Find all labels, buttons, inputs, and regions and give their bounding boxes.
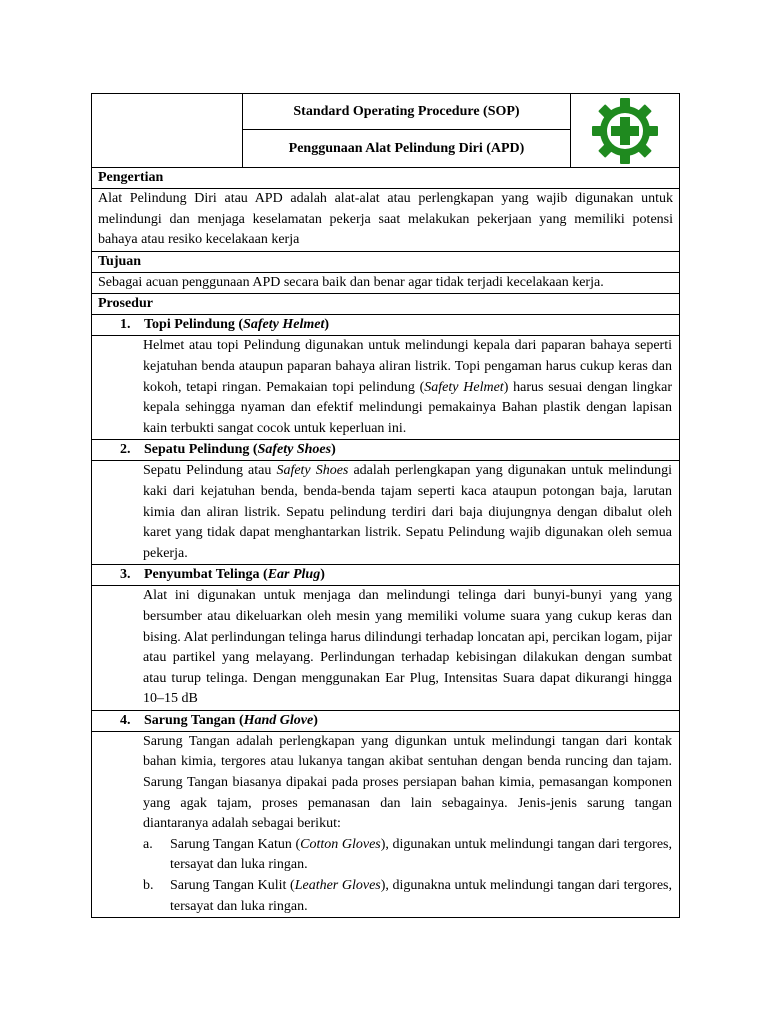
- list-item-italic: Cotton Gloves: [300, 836, 381, 852]
- pengertian-heading-row: [92, 168, 680, 189]
- procedure-item-1-title: [92, 315, 680, 336]
- item-title-text: Sarung Tangan (: [144, 712, 244, 728]
- item-body-text: Alat ini digunakan untuk menjaga dan melindungi telinga dari bunyi-bunyi yang yang bersumber atau dikeluarkan oleh mesin yang memiliki volume suara yang cukup keras dan bising. Alat perlindungan telinga harus dilindungi terhadap loncatan api, percikan logam, pijar atau partikel yang melayang. Perlindungan terhadap kebisingan dilakukan dengan sumbat atau turup telinga. Dengan menggunakan Ear Plug, Intensitas Suara dapat dikurangi hingga 10–15 dB: [143, 588, 672, 707]
- item-title-text: Sepatu Pelindung (: [144, 442, 258, 458]
- procedure-item-3-body-row: [92, 586, 680, 711]
- item-title-italic: Safety Shoes: [257, 442, 332, 458]
- list-item-letter: a.: [143, 836, 153, 852]
- item-title-end: ): [313, 712, 318, 728]
- procedure-item-1-body-row: [92, 336, 680, 440]
- list-item-text-end: ), digunakan untuk melindungi tangan dari tergores, tersayat dan luka ringan.: [170, 836, 672, 873]
- item-body-italic: Safety Helmet: [424, 379, 504, 395]
- procedure-item-3-body: [92, 586, 680, 711]
- item-number: 3.: [120, 567, 131, 583]
- pengertian-body-row: [92, 189, 680, 252]
- prosedur-heading: Prosedur: [92, 294, 680, 315]
- item-title-text: Topi Pelindung (: [144, 317, 244, 333]
- item-title-end: ): [324, 317, 330, 333]
- sop-document: [91, 93, 679, 918]
- tujuan-heading-row: [92, 251, 680, 272]
- document-title: Standard Operating Procedure (SOP): [243, 94, 571, 130]
- procedure-item-2-heading-row: [92, 440, 680, 461]
- item-body-text-end: adalah perlengkapan yang digunakan untuk melindungi kaki dari kejatuhan benda, benda-benda tajam seperti kaca ataupun potongan baja, larutan kimia dan aliran listrik. Sepatu pelindung terdiri dari baja diujungnya dengan dibalut oleh karet yang tidak dapat menghantarkan listrik. Sepatu Pelindung wajib digunakan oleh semua pekerja.: [143, 463, 672, 561]
- item-number: 1.: [120, 317, 131, 333]
- k3-logo: [571, 94, 680, 168]
- pengertian-heading: Pengertian: [92, 168, 680, 189]
- procedure-item-3-heading-row: [92, 565, 680, 586]
- item-title-end: ): [320, 567, 325, 583]
- item-title-italic: Hand Glove: [243, 712, 314, 728]
- item-body-text: Helmet atau topi Pelindung digunakan untuk melindungi kepala dari paparan bahaya seperti kejatuhan benda ataupun paparan bahaya aliran listrik. Topi pengaman harus cukup keras dan kokoh, tetapi ringan. Pemakaian topi pelindung (: [143, 338, 672, 395]
- header-row-title: [92, 94, 680, 130]
- procedure-item-4-heading-row: [92, 710, 680, 731]
- procedure-item-3-title: [92, 565, 680, 586]
- prosedur-heading-row: [92, 294, 680, 315]
- glove-types-list: [143, 835, 672, 917]
- list-item-text: Sarung Tangan Kulit (: [170, 878, 295, 894]
- tujuan-text: Sebagai acuan penggunaan APD secara baik dan benar agar tidak terjadi kecelakaan kerja.: [92, 272, 680, 294]
- list-item-letter: b.: [143, 878, 154, 894]
- item-body-text: Sepatu Pelindung atau: [143, 463, 277, 479]
- item-body-text: Sarung Tangan adalah perlengkapan yang digunkan untuk melindungi tangan dari kontak bahan kimia, tergores atau lukanya tangan akibat sentuhan dengan benda runcing dan tajam. Sarung Tangan biasanya dipakai pada proses persiapan bahan kimia, pemasangan komponen yang agak tajam, proses pemanasan dan lain sebagainya. Jenis-jenis sarung tangan diantaranya adalah sebagai berikut:: [143, 733, 672, 832]
- pengertian-text: Alat Pelindung Diri atau APD adalah alat-alat atau perlengkapan yang wajib digunakan untuk melindungi dan menjaga keselamatan pekerja saat melakukan pekerjaan yang memiliki potensi bahaya atau resiko kecelakaan kerja: [92, 189, 680, 252]
- item-number: 2.: [120, 442, 131, 458]
- list-item-text-end: ), digunakna untuk melindungi tangan dari tergores, tersayat dan luka ringan.: [170, 878, 672, 914]
- item-title-italic: Ear Plug: [267, 567, 321, 583]
- procedure-item-4-body-row: [92, 731, 680, 917]
- list-item: [143, 835, 672, 876]
- document-subtitle: Penggunaan Alat Pelindung Diri (APD): [243, 130, 571, 168]
- item-title-text: Penyumbat Telinga (: [144, 567, 268, 583]
- procedure-item-2-body-row: [92, 461, 680, 565]
- item-number: 4.: [120, 712, 131, 728]
- item-title-end: ): [331, 442, 336, 458]
- item-title-italic: Safety Helmet: [243, 317, 325, 333]
- sop-table: [91, 93, 680, 918]
- procedure-item-4-title: [92, 710, 680, 731]
- procedure-item-1-body: [92, 336, 680, 440]
- item-body-text-end: ) harus sesuai dengan lingkar kepala sehingga nyaman dan efektif melindungi pemakainya Bahan plastik dengan lapisan kain terbukti sangat cocok untuk keperluan ini.: [143, 379, 673, 436]
- procedure-item-4-body: [92, 731, 680, 917]
- list-item: [143, 876, 672, 917]
- tujuan-heading: Tujuan: [92, 251, 680, 272]
- tujuan-body-row: [92, 272, 680, 294]
- procedure-item-1-heading-row: [92, 315, 680, 336]
- header-empty-cell: [92, 94, 243, 168]
- list-item-italic: Leather Gloves: [294, 878, 381, 894]
- item-body-italic: Safety Shoes: [276, 463, 349, 479]
- procedure-item-2-title: [92, 440, 680, 461]
- list-item-text: Sarung Tangan Katun (: [170, 836, 301, 852]
- procedure-item-2-body: [92, 461, 680, 565]
- safety-gear-cross-icon: [590, 96, 660, 166]
